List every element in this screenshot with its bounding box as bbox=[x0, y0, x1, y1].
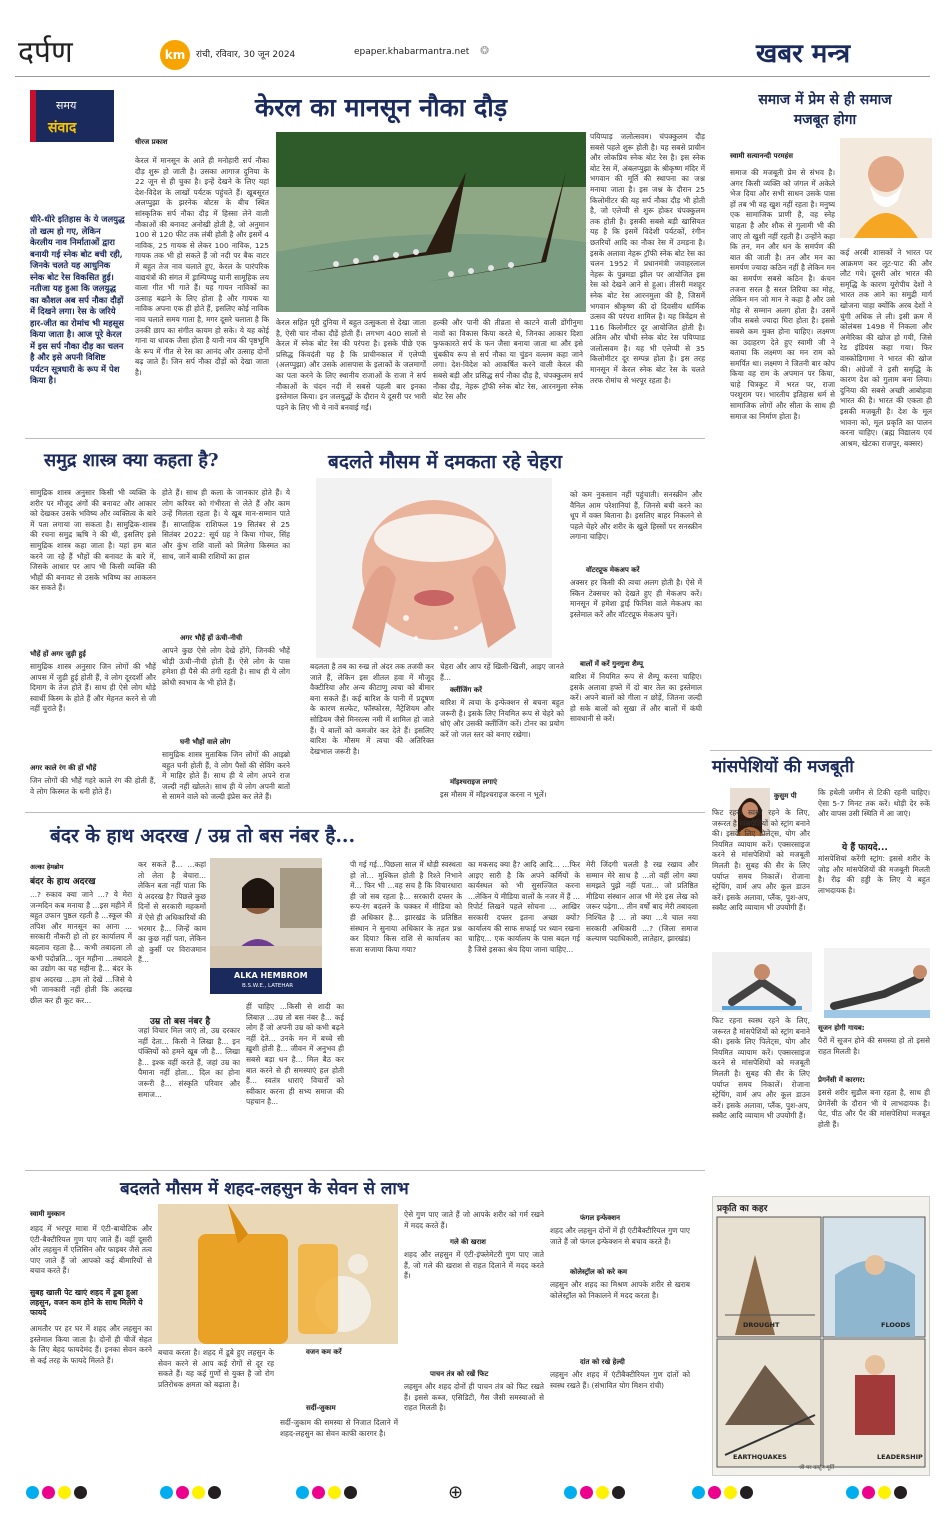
bandar-sub2: उम्र तो बस नंबर है bbox=[150, 1017, 211, 1027]
yellow-dot bbox=[58, 1486, 71, 1499]
honey-garlic-photo bbox=[158, 1204, 398, 1344]
samudra-sub4: घनी भौहों वाले लोग bbox=[180, 738, 231, 746]
shahad-col1: शहद में भरपूर मात्रा में एंटी-बायोटिक और एंटी-बैक्टीरियल गुण पाए जाते हैं। वहीं दूसरी ओर लहसुन में एलिसिन और फाइबर जैसे तत्व पाए जाते हैं जो आपको कई बीमारियों से बचाव करते हैं। bbox=[30, 1224, 152, 1276]
bandar-col3: हीं चाहिए ...किसी से शादी का लिबाज़ ...उम्र तो बस नंबर है... कई लोग हैं जो अपनी उम्र को कभी बढ़ने नहीं देते... उनके मन में बच्चे सी ख़ुशी होती है... जीवन में अनुभव ही सबसे बड़ा धन है... मिल बैठ कर बात करने से ही समस्याएं हल होती हैं... स्वतंत्र धाराएं विचारों को स्वीकार करना ही सभ्य समाज की पहचान है... bbox=[246, 1002, 344, 1107]
shahad-sub7: दांत को रखे हेल्दी bbox=[580, 1358, 625, 1366]
magenta-dot bbox=[312, 1486, 325, 1499]
samaj-section bbox=[710, 86, 932, 746]
masthead bbox=[0, 0, 945, 80]
bandar-col4: पी गई गई...पिछला साल में थोड़ी स्वस्थता हो तो... मुश्किल होती है रिश्ते निभाने में... फिर भी ...वह सच है कि विचारधारा ही जो सब रहता है... सरकारी दफ्तर के रूप-रंग बदलने के चक्कर में मीडिया को ही अधिकार है... झारखंड के प्रतिष्ठित संस्थान ने सुनाया अधिकार के तहत प्रश्न कर दिया? किस राशि से कार्यालय का सजा सजाया किया गया? bbox=[350, 860, 462, 954]
epaper-link[interactable]: epaper.khabarmantra.net bbox=[354, 47, 470, 57]
samaj-col2: कई अरबी शासकों ने भारत पर आक्रमण कर लूट-पाट की और लौट गये। दूसरी ओर भारत की समृद्धि के कारण यूरोपीय देशों ने भारत तक आने का समुद्री मार्ग खोजना चाहा क्योंकि अरब देशों ने चुंगी अधिक ले ली। इसी क्रम में कोलंबस 1498 में निकला और अमेरिका की खोज हो गयी, जिसे रेड इंडियंस कहा गया। फिर वास्कोडिगामा ने भारत की खोज की। अंग्रेजों ने इसी समृद्धि के कारण देश को गुलाम बना लिया। दुनिया की सबसे अच्छी आबोहवा भारत की है। भारत की एकता ही इसकी मजबूती है। देश के मूल भावना को, मूल प्रकृति का पालन करना चाहिए। (ब्रह्म विद्यालय एवं आश्रम, खेटका राजपुर, बक्सर) bbox=[840, 248, 932, 448]
maanspeshi-col2c: पैरों में सूजन होने की समस्या हो तो इससे राहत मिलती है। bbox=[818, 1036, 930, 1056]
cartoon-label-leadership: LEADERSHIP bbox=[877, 1453, 923, 1461]
swami-portrait bbox=[840, 138, 932, 238]
yellow-dot bbox=[328, 1486, 341, 1499]
samaj-col1: समाज की मजबूती प्रेम से संभव है। अगर किसी व्यक्ति को जंगल में अकेले भेज दिया और सभी साधन उसके पास हों तब भी वह खुश नहीं रहता है। मनुष्य एक सामाजिक प्राणी है, वह स्नेह चाहता है और शौक से गुलामी भी की जाए तो खुशी नहीं रहती है। उन्होंने कहा कि तन, मन और धन के समर्पण की बात की जाती है। तन और मन का समर्पण ज्यादा कठिन नहीं है लेकिन मन का समर्पण सबसे कठिन है। कंचन तजना सरल है सरल तिरिया का मोह, लेकिन मन जो मान ने कहा है और उसे मोड़ से सम्मान अलग होता है। उसमें जीव सबसे ज्यादा घिरा होता है। इससे सबसे कम मुक्त होना चाहिए। लक्ष्मण का उदाहरण देते हुए स्वामी जी ने बताया कि लक्ष्मण का मन राम को समर्पित था। लक्ष्मण ने जितनी बार कोप किया वह राम के अपमान पर किया, चाहे चित्रकूट में भरत पर, राजा परशुराम पर। भारतीय इतिहास धर्म से सामाजिक लोगों और सीता के साथ ही समाज का निर्माण होता है। bbox=[730, 168, 835, 421]
mausam-sub2: मॉइश्चराइज लगाएं bbox=[450, 778, 497, 786]
mausam-col2: चेहरा और आप रहें खिली-खिली, आइए जानते हैं... bbox=[440, 662, 564, 682]
maanspeshi-col2: कि हथेली जमीन से टिकी रहनी चाहिए। ऐसा 5-7 मिनट तक करें। थोड़ी देर रुकें और वापस उसी स्थिति में आ जाएं। bbox=[818, 788, 930, 819]
mausam-headline: बदलते मौसम में दमकता रहे चेहरा bbox=[328, 451, 563, 473]
cartoon-section bbox=[712, 1196, 930, 1476]
shahad-col3c: लहसुन और शहद दोनों ही पाचन तंत्र को फिट रखते हैं। इससे कब्ज, एसिडिटी, गैस जैसी समस्याओं से राहत मिलती है। bbox=[404, 1382, 544, 1413]
samudra-section bbox=[30, 444, 322, 804]
shahad-headline: बदलते मौसम में शहद-लहसुन के सेवन से लाभ bbox=[120, 1179, 409, 1199]
magenta-dot bbox=[862, 1486, 875, 1499]
samudra-col1b: सामुद्रिक शास्त्र अनुसार जिन लोगों की भौहें आपस में जुड़ी हुई होती हैं, वे लोग दूरदर्शी और दिमाग के तेज होते हैं। साथ ही ऐसे लोग थोड़े स्वार्थी किस्म के होते हैं और मेहनत करने से जी नहीं चुराते हैं। bbox=[30, 662, 156, 714]
samaj-byline: स्वामी सत्यानन्दी परमहंस bbox=[730, 152, 793, 160]
mausam-section bbox=[310, 444, 705, 804]
registration-mark-icon: ⊕ bbox=[448, 1482, 464, 1503]
black-dot bbox=[894, 1486, 907, 1499]
divider-2 bbox=[25, 812, 705, 813]
logo-icon: km bbox=[160, 40, 190, 70]
samvad-tag bbox=[30, 90, 114, 142]
kerala-col4: पयिप्पाड़ जलोत्सवम। चंपक्कुलम दौड़ सबसे पहले शुरू होती है। यह सबसे प्राचीन और लोकप्रिय स्नेक बोट रेस है। इस स्नेक बोट रेस में, अंबलप्पुझा के श्रीकृष्ण मंदिर में भगवान की मूर्ति की स्थापना का जश्न मनाया जाता है। इस जश्न के दौरान 25 किलोमीटर की यह सर्प नौका दौड़ भी होती है, जो एलेप्पी से शुरू होकर चंपक्कुलम तक होती है। इसकी सबसे बड़ी खासियत यह है कि इसमें विदेशी पर्यटकों, रंगीन छतरियों आदि का नौका रेस में उमड़ना है। इसके अलावा नेहरू ट्रॉफी स्नेक बोट रेस का चलन 1952 में प्रधानमंत्री जवाहरलाल नेहरू के पुन्नमडा झील पर आयोजित इस रेस को देखने आने से हुआ। तीसरी मशहूर स्नेक बोट रेस आरनमुला की है, जिसमें भगवान श्रीकृष्ण की दो दिवसीय धार्मिक उत्सव की परंपरा शामिल है। यह त्रिवेंद्रम से 116 किलोमीटर दूर आयोजित होती है। अंतिम और चौथी स्नेक बोट रेस पयिप्पाड जलोत्सवम है। यह भी एलेप्पी से 35 किलोमीटर दूर सम्पन्न होता है। इस तरह मानसून में केरल स्नेक बोट रेस के चलते तरफ रोमांच से भरपूर रहता है। bbox=[590, 132, 705, 385]
bandar-col2: कर सकते हैं... ...कहां तो लेता है बेचारा... लेकिन बता नहीं पाता कि ये अदरख है? पिछले कुछ दिनों से सरकारी महकमों में ऐसे ही अधिकारियों की भरमार है... जिन्हें काम का कुछ नहीं पता, लेकिन वो कुर्सी पर विराजमान हैं... bbox=[138, 860, 206, 965]
samvad-text: धीरे-धीरे इतिहास के ये जलयुद्ध तो खत्म हो गए, लेकिन केरलीय नाव निर्माताओं द्वारा बनायी गई स्नेक बोट बची रही, जिनके चलते यह आधुनिक स्नेक बोट रेस विकसित हुई। नतीजा यह हुआ कि जलयुद्ध का कौशल अब सर्प नौका दौड़ों में दिखने लगा। रेस के जरिये हार-जीत का रोमांच भी महसूस किया जाता है। आज पूरे केरल में इस सर्प नौका दौड़ का चलन है और इसे अपनी विशिष्ट पर्यटन सूत्रधारी के रूप में पेश किया है। bbox=[30, 214, 125, 385]
mausam-col1: बदलता है तब का रुख तो अंदर तक तजवी कर जाते हैं, लेकिन इस शीतल हवा में मौजूद वैक्टीरिया और अन्य कीटाणु त्वचा को बीमार बना सकते हैं। कई बारिश के पानी में प्रदूषण के कारण सल्फेट, फॉस्फोरस, नैट्रेशियम और सोडियम जैसे मिनरल्स नमी में शामिल हो जाते हैं। ये बालों को कमजोर कर देते हैं। इसलिए बारिश के मौसम में त्वचा की अतिरिक्त देखभाल जरूरी है। bbox=[310, 662, 434, 756]
cartoon-credit: श्री पर कार्टून मूर्ति bbox=[799, 1465, 835, 1471]
brand-right: खबर मन्त्र bbox=[756, 39, 851, 69]
samaj-headline-line2: मजबूत होगा bbox=[793, 112, 857, 128]
cartoon-title: प्रकृति का कहर bbox=[717, 1204, 768, 1214]
cyan-dot bbox=[296, 1486, 309, 1499]
yellow-dot bbox=[596, 1486, 609, 1499]
face-wash-photo bbox=[316, 478, 552, 658]
samudra-headline: समुद्र शास्त्र क्या कहता है? bbox=[44, 450, 219, 471]
bandar-byline: अल्का हेमब्रोम bbox=[30, 863, 64, 871]
bandar-col5: का मकसद क्या है? आदि आदि... ...फिर आइए सारी है कि अपने कर्मियों के कार्यस्थल को भी सुसज्जित करना ...लेकिन ये मीडिया वालों के नजर में हैं ... रिपोर्ट लिखने पहले सोचना ... आखिर सरकारी दफ्तर इतना अच्छा क्यों? कार्यालय की साफ सफाई पर ध्यान रखना चाहिए... एक कार्यालय के पास बदल गई है जिसे इसका श्रेय दिया जाना चाहिए... bbox=[468, 860, 580, 954]
maanspeshi-col2d: इससे शरीर सुडौल बना रहता है, साथ ही प्रेगनेंसी के दौरान भी ये लाभदायक है। पेट, पीठ और पैर की मांसपेशियां मजबूत होती हैं। bbox=[818, 1088, 930, 1129]
shahad-col4c: लहसुन और शहद का मिश्रण आपके शरीर से खराब कोलेस्ट्रॉल को निकालने में मदद करता है। bbox=[550, 1280, 690, 1300]
shahad-col3b: शहद और लहसुन में एंटी-इंफ्लेमेटरी गुण पाए जाते हैं, जो गले की खराश से राहत दिलाने में मदद करते हैं। bbox=[404, 1250, 544, 1281]
shahad-sub1: सुबह खाली पेट खाएं शहद में डूबा हुआ लहसुन, वजन कम होने के साथ मिलेंगे ये फायदे bbox=[30, 1288, 143, 1317]
maanspeshi-col1b: फिट रहना स्वस्थ रहने के लिए, जरूरत है मांसपेशियों को स्ट्रांग बनाने की। इसके लिए पिलेट्स, योग और नियमित व्यायाम करें। एक्सरसाइज करने से मांसपेशियों को मजबूती मिलती है। सुबह की सैर के लिए पर्याप्त समय निकालें। रोजाना स्ट्रेचिंग, वार्म अप और कूल डाउन करें। इसके अलावा, प्लैंक, पुश-अप, स्क्वैट आदि व्यायाम भी उपयोगी हैं। bbox=[712, 1016, 810, 1121]
maanspeshi-sub2: सूजन होगी गायब: bbox=[818, 1024, 865, 1032]
cartoon-label-floods: FLOODS bbox=[881, 1321, 911, 1329]
bandar-subhead: बंदर के हाथ अदरख bbox=[30, 877, 96, 887]
divider-3 bbox=[710, 750, 932, 751]
cyan-dot bbox=[692, 1486, 705, 1499]
divider-4 bbox=[25, 1170, 705, 1171]
cyan-dot bbox=[160, 1486, 173, 1499]
mausam-col2c: इस मौसम में मॉइश्चराइज करना न भूलें। bbox=[440, 790, 547, 799]
shahad-sub3: गले की खराश bbox=[450, 1238, 486, 1246]
maanspeshi-col1: फिट रहना स्वस्थ रहने के लिए, जरूरत है मांसपेशियों को स्ट्रांग बनाने की। इसके लिए पिलेट्स, योग और नियमित व्यायाम करें। एक्सरसाइज करने से मांसपेशियों को मजबूती मिलती है। सुबह की सैर के लिए पर्याप्त समय निकालें। रोजाना स्ट्रेचिंग, वार्म अप और कूल डाउन करें। इसके अलावा, प्लैंक, पुश-अप, स्क्वैट आदि व्यायाम भी उपयोगी हैं। bbox=[712, 808, 810, 913]
kerala-byline: धीरज प्रकाश bbox=[135, 138, 168, 146]
mausam-sub1: क्लींजिंग करें bbox=[450, 686, 482, 694]
magenta-dot bbox=[176, 1486, 189, 1499]
black-dot bbox=[208, 1486, 221, 1499]
bandar-col2b: जहां विचार मिल जाएं तो, उम्र दरकार नहीं देता... किसी ने लिखा है... इन पंक्तियों को हमने खूब जी है... लिखा है... इश्क वहीं करते हैं, जहां उम्र का पैमाना नहीं होता... दिल का होना जरूरी है... संस्कृति परिवार और समाज... bbox=[138, 1026, 240, 1099]
mausam-sub4: बालों में करें गुनगुना शैम्पू bbox=[580, 660, 643, 668]
samudra-col2b: आपने कुछ ऐसे लोग देखे होंगे, जिनकी भौहें थोड़ी ऊंची-नीची होती हैं। ऐसे लोग के पास हमेशा ही पैसे की तंगी रहती है। साथ ही ये लोग क्रोधी स्वभाव के भी होते हैं। bbox=[162, 646, 290, 687]
maanspeshi-byline: कुसुम पी bbox=[774, 792, 797, 800]
shahad-col3: ऐसे गुण पाए जाते हैं जो आपके शरीर को गर्म रखने में मदद करते हैं। bbox=[404, 1210, 544, 1230]
cartoon-illustration bbox=[715, 1215, 927, 1471]
brand-left: दर्पण bbox=[18, 35, 73, 70]
black-dot bbox=[612, 1486, 625, 1499]
black-dot bbox=[74, 1486, 87, 1499]
shahad-sub2: सर्दी-जुकाम bbox=[306, 1404, 336, 1412]
workout-photo-2 bbox=[824, 948, 930, 1018]
divider-1 bbox=[25, 438, 705, 439]
bandar-section bbox=[30, 818, 705, 1168]
shahad-col2b: सर्दी-जुकाम की समस्या से निजात दिलाने में शहद-लहसुन का सेवन काफी कारगर है। bbox=[280, 1418, 398, 1438]
samudra-col2c: सामुद्रिक शास्त्र मुताबिक जिन लोगों की आइब्रो बहुत घनी होती हैं, वे लोग पैसों की सेविंग करने में माहिर होते हैं। साथ ही ये लोग अपने राज जल्दी नहीं खोलते। साथ ही ये लोग अपनी बातों से सामने वाले को जल्दी इंप्रेस कर लेते हैं। bbox=[162, 750, 290, 802]
mausam-sub3: वॉटरप्रूफ मेकअप करें bbox=[586, 566, 640, 574]
samudra-sub3: अगर भौहें हों ऊंची-नीची bbox=[180, 634, 243, 642]
shahad-col4b: शहद और लहसुन दोनों में ही एंटीबैक्टीरियल गुण पाए जाते हैं जो फंगल इन्फेक्शन से बचाव करते हैं। bbox=[550, 1226, 690, 1246]
shahad-sub4: पाचन तंत्र को रखें फिट bbox=[430, 1370, 489, 1378]
shahad-sub6: कोलेस्ट्रॉल को करे कम bbox=[570, 1268, 628, 1276]
shahad-sub5: फंगल इन्फेक्शन bbox=[580, 1214, 620, 1222]
alka-hembrom-photo bbox=[210, 858, 322, 968]
samay-samvad-section bbox=[30, 90, 130, 410]
alka-caption-name: ALKA HEMBROM bbox=[234, 971, 308, 980]
maanspeshi-sub3: प्रेगनेंसी में कारगर: bbox=[818, 1076, 866, 1084]
yellow-dot bbox=[724, 1486, 737, 1499]
dateline: रांची, रविवार, 30 जून 2024 bbox=[196, 50, 296, 60]
black-dot bbox=[344, 1486, 357, 1499]
magenta-dot bbox=[42, 1486, 55, 1499]
kerala-boat-race-photo bbox=[276, 132, 586, 312]
maanspeshi-sub1: ये हैं फायदे... bbox=[842, 843, 888, 853]
samudra-col1: सामुद्रिक शास्त्र अनुसार किसी भी व्यक्ति के शरीर पर मौजूद अंगों की बनावट और आकार को देखकर उसके भविष्य और व्यक्तित्व के बारे में पता लगाया जा सकता है। सामुद्रिक-शास्त्र की रचना समुद्र ऋषि ने की थी, इसलिए इसे सामुद्रिक शास्त्र कहा जाता है। यहां हम बात करने जा रहे हैं भौहों की बनावट के बारे में, जिसके आधार पर आप भी किसी व्यक्ति की भौहों की बनावट से उसके भविष्य का आकलन कर सकते हैं। bbox=[30, 488, 156, 593]
masthead-rule bbox=[15, 76, 930, 77]
cartoon-label-earthquakes: EARTHQUAKES bbox=[733, 1453, 787, 1461]
cyan-dot bbox=[846, 1486, 859, 1499]
samaj-headline-line1: समाज में प्रेम से ही समाज bbox=[758, 92, 892, 108]
ornament-icon: ❂ bbox=[480, 44, 490, 57]
kerala-col3: हल्की और पानी की तीव्रता से काटने वाली डोंगीनुमा नावों का विकास किया करते थे, जिनका आकार दिशा फुफकारते सर्प के फन जैसा बनाया जाता था और इसे चुंबकीय रूप से सर्प नौका या चुंडन वल्लम कहा जाने लगा। देश-विदेश को आकर्षित करने वाली केरल की सबसे बड़ी और प्रसिद्ध सर्प नौका दौड़ है, चंपक्कुलम सर्प नौका दौड़, नेहरू ट्रॉफी स्नेक बोट रेस, आरनमुला स्नेक बोट रेस और bbox=[433, 318, 583, 402]
kerala-headline: केरल का मानसून नौका दौड़ bbox=[255, 93, 508, 122]
samudra-sub1: भौहें हों अगर जुड़ी हुई bbox=[30, 650, 86, 658]
black-dot bbox=[740, 1486, 753, 1499]
print-marks bbox=[0, 1478, 945, 1517]
magenta-dot bbox=[708, 1486, 721, 1499]
mausam-col3b: अक्सर हर किसी की त्वचा अलग होती है। ऐसे में स्किन टेक्सचर को देखते हुए ही मेकअप करें। मानसून में हमेशा ड्राई फिनिश वाले मेकअप का इस्तेमाल करें और वॉटरप्रूफ मेकअप चुनें। bbox=[570, 578, 702, 619]
workout-photo-1 bbox=[712, 952, 812, 1012]
mausam-col3: को कम नुकसान नहीं पहुंचाती। सनस्क्रीन और वैनिल आम परेशानियां हैं, जिनसे बची करने का धूप में वक्त बिताना है। इसलिए बाहर निकलने से पहले चेहरे और शरीर के खुले हिस्सों पर सनस्क्रीन लगाना चाहिए। bbox=[570, 490, 702, 542]
mausam-col2b: बारिश में त्वचा के इन्फेक्शन से बचना बहुत जरूरी है। इसके लिए नियमित रूप से चेहरे को धोएं और उसकी क्लींजिंग करें। टोनर का प्रयोग करें जो जल स्तर को बनाए रखेगा। bbox=[440, 698, 564, 739]
shahad-caption-img: वजन कम करें bbox=[306, 1348, 342, 1356]
shahad-col2: बचाव करता है। शहद में डूबे हुए लहसुन के सेवन करने से आप कई रोगों से दूर रह सकते हैं। यह कई गुणों से युक्त है जो रोग प्रतिरोधक क्षमता को बढ़ाता है। bbox=[158, 1348, 274, 1389]
samvad-tag-bottom: संवाद bbox=[48, 120, 77, 136]
cartoon-label-drought: DROUGHT bbox=[743, 1321, 780, 1329]
shahad-section bbox=[30, 1174, 705, 1474]
alka-caption bbox=[210, 968, 322, 994]
maanspeshi-headline: मांसपेशियों की मजबूती bbox=[712, 757, 854, 777]
samudra-col2: होते हैं। साथ ही कला के जानकार होते हैं। ये लोग करियर को गंभीरता से लेते हैं और काम उन्हें मिलता रहता है। ये खूब मान-सम्मान पाते हैं। साप्ताहिक राशिफल 19 सितंबर से 25 सितंबर 2022: सूर्य ग्रह ने किया गोचर, सिंह और कुंभ राशि वालों को मिलेगा किस्मत का साथ, जानें बाकी राशियों का हाल bbox=[162, 488, 290, 561]
shahad-col4d: लहसुन और शहद में एंटीबैक्टीरियल गुण दांतों को स्वस्थ रखते हैं। (संभावित योग मिशन रांची) bbox=[550, 1370, 690, 1390]
bandar-col6: मेरी जिंदगी चलती है रख रखाव और सम्मान मेरे साथ है ...तो वहीं लोग क्या समझते पुझे नहीं पता... जो प्रतिष्ठित मीडिया संस्थान आज भी मेरे इस लेख को जरूर पढ़ेगा... तीन वर्षों बाद मेरी तबादला निश्चित है ... तो क्या ...ये चाल नया सरकारी अधिकारी ...? (जिला समाज कल्याण पदाधिकारी, लातेहार, झारखंड) bbox=[586, 860, 698, 944]
bandar-col1: ...? रुकाव क्या जाने ...? ये मेरा जन्मदिन कब मनाया है ...इस महीने में बहुत उफान पुष्ठल रहती है ...स्कूल की तपिश और मानसून का आना ... सरकारी नौकरी हो तो हर कार्यालय में बदलाव रहता है... कभी तबादला तो कभी पदोन्नति... जून महीना ...तबादले का उद्योग का यह महीना है... बंदर के हाथ अदरख ...हम तो देखें ...जिसे ये भी जानकारी नहीं होती कि अदरख छील कर ही कूट कर... bbox=[30, 890, 132, 1005]
shahad-col1b: आमतौर पर हर घर में शहद और लहसुन का इस्तेमाल किया जाता है। दोनों ही चीजें सेहत के लिए बेहद फायदेमंद हैं। इनका सेवन करने से कई तरह के फायदे मिलते हैं। bbox=[30, 1324, 152, 1365]
kerala-col2: केरल सहित पूरी दुनिया में बहुत उत्सुकता से देखा जाता है, ऐसी चार नौका दौड़ें होती हैं। लगभग 400 सालों से केरल में स्नेक बोट रेस की परंपरा है। इसके पीछे एक प्रसिद्ध किंवदंती यह है कि प्राचीनकाल में एलेप्पी (अलप्पुझा) और उसके आसपास के इलाकों के जलमार्गों का पता करने के लिए स्थानीय राजाओं के राजा ने सर्प नौकाओं के चंदन नदी में सबसे पहली बार इनका इस्तेमाल किया। इन जलयुद्धों के दौरान ये दूसरी पर भारी पड़ने के लिए भी ये नावें बनवाई गईं। bbox=[276, 318, 426, 412]
magenta-dot bbox=[580, 1486, 593, 1499]
cyan-dot bbox=[564, 1486, 577, 1499]
cyan-dot bbox=[26, 1486, 39, 1499]
yellow-dot bbox=[878, 1486, 891, 1499]
shahad-byline: स्वामी मुस्कान bbox=[30, 1210, 65, 1218]
maanspeshi-section bbox=[712, 752, 932, 1192]
samudra-sub2: अगर काले रंग की हों भौहें bbox=[30, 764, 97, 772]
alka-caption-sub: B.S.W.E., LATEHAR bbox=[242, 983, 294, 989]
bandar-headline: बंदर के हाथ अदरख / उम्र तो बस नंबर है... bbox=[50, 825, 356, 847]
mausam-col3c: बारिश में नियमित रूप से शैम्पू करना चाहिए। इसके अलावा हफ्ते में दो बार तेल का इस्तेमाल करें। अपने बालों को गीला न छोड़ें, जितना जल्दी हो सके बालों को सुखा लें और बालों में कंघी सावधानी से करें। bbox=[570, 672, 702, 724]
maanspeshi-col2b: मांसपेशियां करेंगी स्ट्रांग: इससे शरीर के जोड़ और मांसपेशियों की मजबूती मिलती है। रीढ़ की हड्डी के लिए ये बहुत लाभदायक है। bbox=[818, 854, 930, 895]
yellow-dot bbox=[192, 1486, 205, 1499]
kerala-section bbox=[135, 86, 705, 436]
samudra-col1c: जिन लोगों की भौहें गहरे काले रंग की होती हैं, वे लोग किस्मत के धनी होते हैं। bbox=[30, 776, 156, 796]
kerala-col1: केरल में मानसून के आते ही मनोहारी सर्प नौका दौड़ शुरू हो जाती है। उसका आगाज दुनिया के 22 जून से ही चुका है। इन्हें देखने के लिए यहां देश-विदेश के लाखों पर्यटक पहुंचते हैं। खूबसूरत अलप्पुझा के झरनेक बोटस के बीच स्थित सांस्कृतिक सर्प नौका दौड़ में हिस्सा लेने वाली नौकाओं की बनावट अनोखी होती है, जो अनुमान 100 से 120 फीट तक लंबी होती है और इसमें 4 नाविक, 25 गायक से लेकर 100 नाविक, 125 गायक तक भी हो सकते हैं जो नदी पर बैक वाटर में बहुत तेज नाव चलाते हुए, केरल के पारंपरिक वाद्ययंत्रों की संगत में ड्राम्पिप्पट्टु यानी सामूहिक लय वाला गीत भी गाते हैं। यह गायन नाविकों का उत्साह बढ़ाने के लिए होता है और गायक या नाविक अपना एक ही होते हैं, इसलिए कोई नाविक नाव चलाते समय गाता है, मगर दूसरे चलाता है कि उनकी छाप का संगीत कायम हो सके। ये यह कोई गाना या धावक जैसा होता है यानी नाव की पृष्ठभूमि के रूप में गीत से रेस का आनंद और उत्साह दोनों बढ़ जाते हैं। जिन सर्प नौका दौड़ों को देखा जाता है। bbox=[135, 156, 269, 377]
samvad-tag-top: समय bbox=[56, 99, 77, 112]
